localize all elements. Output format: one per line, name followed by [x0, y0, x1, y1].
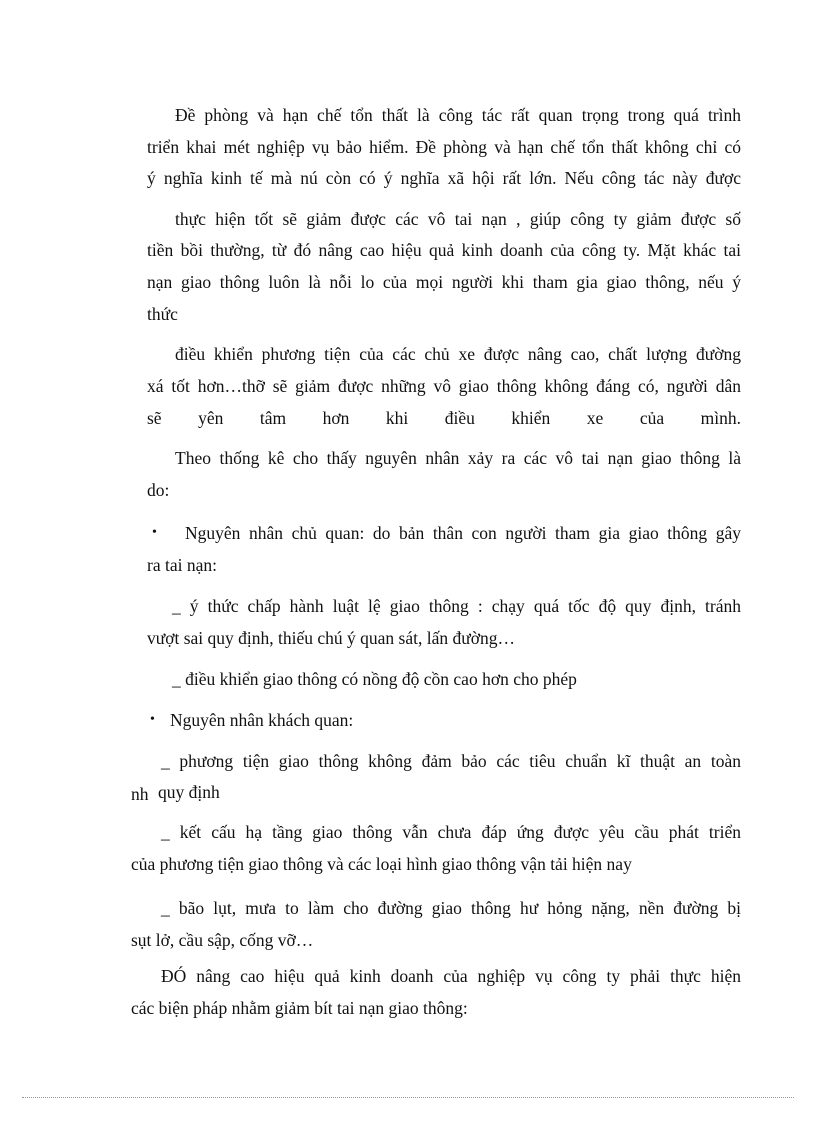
text-line: ý nghĩa kinh tế mà nú còn có ý nghĩa xã hội rất lớn. Nếu công tác này được: [147, 168, 741, 188]
bullet-icon: •: [150, 712, 155, 727]
text-line: ĐÓ nâng cao hiệu quả kinh doanh của nghiệp vụ công ty phải thực hiện: [161, 966, 741, 986]
text-line: vượt sai quy định, thiếu chú ý quan sát, lấn đường…: [147, 628, 515, 648]
bullet-icon: •: [152, 525, 157, 540]
text-line: các biện pháp nhằm giảm bít tai nạn giao thông:: [131, 998, 468, 1018]
text-line: do:: [147, 480, 170, 500]
text-line: sẽ yên tâm hơn khi điều khiển xe của mình.: [147, 408, 741, 428]
text-line: thực hiện tốt sẽ giảm được các vô tai nạn , giúp công ty giảm được số: [175, 209, 741, 229]
text-line: _ bão lụt, mưa to làm cho đường giao thông hư hỏng nặng, nền đường bị: [161, 898, 741, 918]
list-item-text: Nguyên nhân chủ quan: do bản thân con người tham gia giao thông gây: [185, 523, 741, 543]
text-line: _ điều khiển giao thông có nồng độ cồn cao hơn cho phép: [172, 669, 577, 689]
text-line: _ ý thức chấp hành luật lệ giao thông : chạy quá tốc độ quy định, tránh: [172, 596, 741, 616]
text-line: của phương tiện giao thông và các loại hình giao thông vận tải hiện nay: [131, 854, 632, 874]
text-line: nh: [131, 784, 149, 804]
text-line: xá tốt hơn…thỡ sẽ giảm được những vô giao thông không đáng có, người dân: [147, 376, 741, 396]
text-line: Đề phòng và hạn chế tổn thất là công tác rất quan trọng trong quá trình: [175, 105, 741, 125]
page-footer-divider: [22, 1097, 794, 1098]
text-line: sụt lở, cầu sập, cống vỡ…: [131, 930, 314, 950]
text-line: ra tai nạn:: [147, 555, 217, 575]
text-line: điều khiển phương tiện của các chủ xe được nâng cao, chất lượng đường: [175, 344, 741, 364]
text-line: Theo thống kê cho thấy nguyên nhân xảy ra các vô tai nạn giao thông là: [175, 448, 741, 468]
text-line: quy định: [158, 782, 220, 802]
text-line: _ kết cấu hạ tầng giao thông vẫn chưa đáp ứng được yêu cầu phát triển: [161, 822, 741, 842]
text-line: thức: [147, 304, 178, 324]
text-line: triển khai mét nghiệp vụ bảo hiểm. Đề phòng và hạn chế tổn thất không chỉ có: [147, 137, 741, 157]
text-line: _ phương tiện giao thông không đảm bảo các tiêu chuẩn kĩ thuật an toàn: [161, 751, 741, 771]
text-line: tiền bồi thường, từ đó nâng cao hiệu quả kinh doanh của công ty. Mặt khác tai: [147, 240, 741, 260]
list-item-text: Nguyên nhân khách quan:: [170, 710, 354, 730]
text-line: nạn giao thông luôn là nỗi lo của mọi người khi tham gia giao thông, nếu ý: [147, 272, 741, 292]
